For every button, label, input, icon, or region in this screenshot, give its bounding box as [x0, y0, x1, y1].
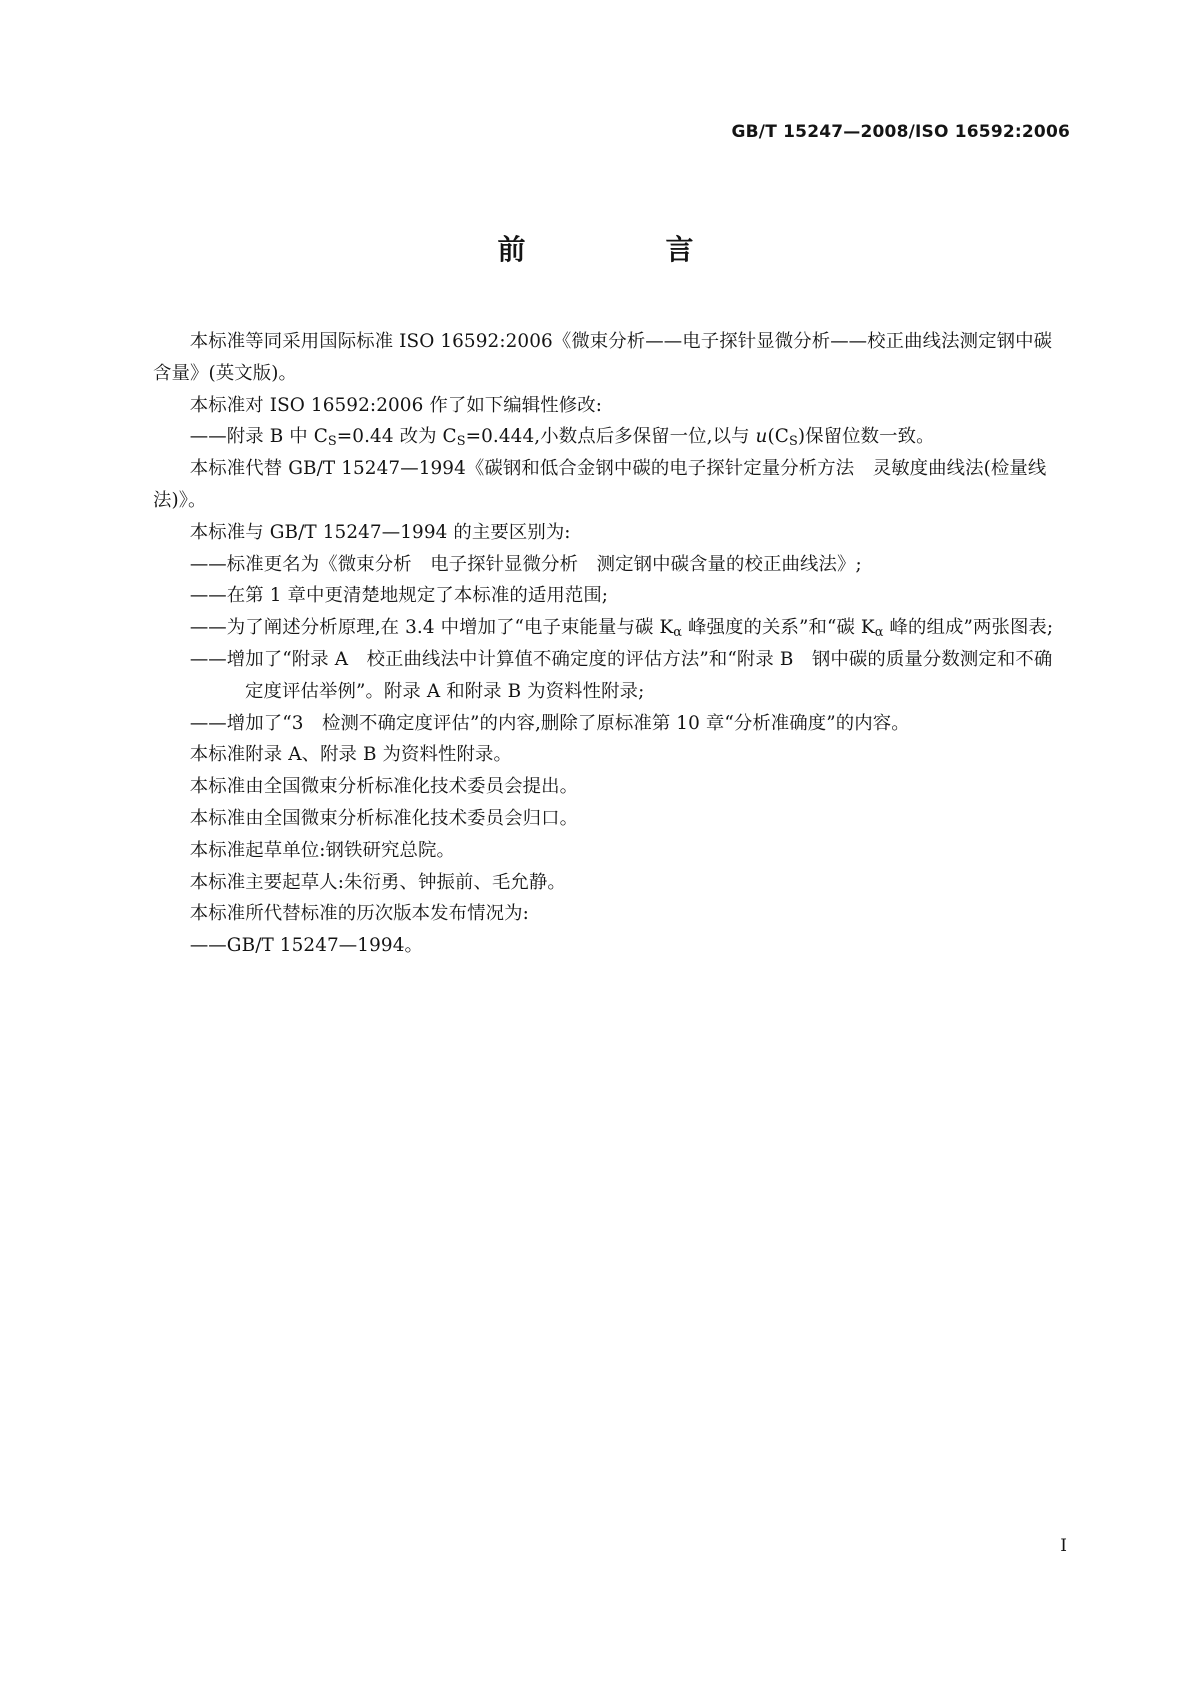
paragraph-main-differences: 本标准与 GB/T 15247—1994 的主要区别为: — [189, 521, 571, 543]
dash-item-appendices: ——增加了“附录 A 校正曲线法中计算值不确定度的评估方法”和“附录 B 钢中碳的质量分数测定和不确定度评估举例”。附录 A 和附录 B 为资料性附录; — [189, 648, 1053, 702]
paragraph-adoption: 本标准等同采用国际标准 ISO 16592:2006《微束分析——电子探针显微分析——校正曲线法测定钢中碳含量》(英文版)。 — [153, 331, 1053, 384]
dash-item-principle: ——为了阐述分析原理,在 3.4 中增加了“电子束能量与碳 $K_\alpha$ 峰强度的关系”和“碳 $K_\alpha$ 峰的组成”两张图表; — [189, 617, 1054, 641]
paragraph-under-jurisdiction: 本标准由全国微束分析标准化技术委员会归口。 — [189, 807, 579, 829]
document-body — [153, 326, 1057, 962]
page-number: I — [1060, 1536, 1067, 1556]
paragraph-editorial-changes: 本标准对 ISO 16592:2006 作了如下编辑性修改: — [189, 394, 603, 416]
dash-item-renamed: ——标准更名为《微束分析 电子探针显微分析 测定钢中碳含量的校正曲线法》; — [189, 553, 862, 575]
paragraph-informative-annex: 本标准附录 A、附录 B 为资料性附录。 — [189, 744, 512, 766]
paragraph-replaces: 本标准代替 GB/T 15247—1994《碳钢和低合金钢中碳的电子探针定量分析方法 灵敏度曲线法(检量线法)》。 — [153, 458, 1047, 511]
dash-item-scope: ——在第 1 章中更清楚地规定了本标准的适用范围; — [189, 585, 609, 607]
paragraph-drafters: 本标准主要起草人:朱衍勇、钟振前、毛允静。 — [189, 871, 566, 893]
standard-code: GB/T 15247—2008/ISO 16592:2006 — [731, 122, 1070, 142]
paragraph-drafting-unit: 本标准起草单位:钢铁研究总院。 — [189, 839, 455, 861]
dash-item-uncertainty: ——增加了“3 检测不确定度评估”的内容,删除了原标准第 10 章“分析准确度”的内容。 — [189, 712, 910, 734]
paragraph-previous-editions: 本标准所代替标准的历次版本发布情况为: — [189, 903, 529, 925]
page-title: 前 言 — [497, 233, 750, 266]
paragraph-proposed-by: 本标准由全国微束分析标准化技术委员会提出。 — [189, 776, 579, 798]
dash-item-appendix-b-change: ——附录 B 中 $C_S=0.44$ 改为 $C_S=0.444$,小数点后多保留一位,以与 $u(C_S)$保留位数一致。 — [189, 426, 935, 450]
dash-item-previous-edition: ——GB/T 15247—1994。 — [189, 935, 423, 957]
